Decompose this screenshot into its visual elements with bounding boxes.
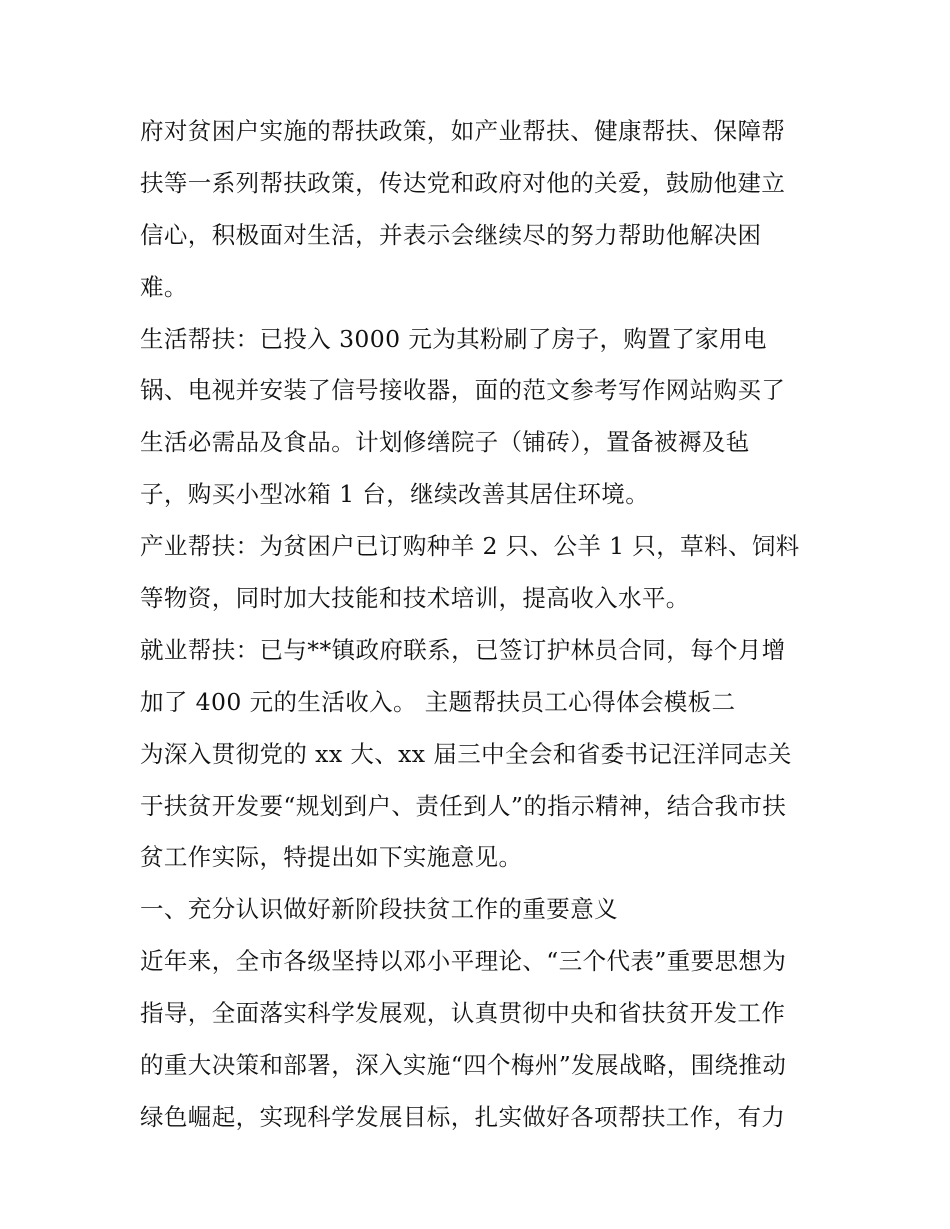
text-line: 近年来，全市各级坚持以邓小平理论、“三个代表”重要思想为 (140, 947, 787, 976)
text-line: 加了 400 元的生活收入。 主题帮扶员工心得体会模板二 (140, 687, 736, 716)
text-line: 生活帮扶：已投入 3000 元为其粉刷了房子，购置了家用电 (140, 324, 767, 353)
document-body (140, 106, 820, 1144)
section-heading: 一、充分认识做好新阶段扶贫工作的重要意义 (140, 895, 618, 924)
text-line: 贫工作实际，特提出如下实施意见。 (140, 843, 523, 872)
text-line: 子，购买小型冰箱 1 台，继续改善其居住环境。 (140, 480, 650, 509)
text-line: 等物资，同时加大技能和技术培训，提高收入水平。 (140, 584, 690, 613)
text-line: 难。 (140, 272, 188, 301)
text-line: 指导，全面落实科学发展观，认真贯彻中央和省扶贫开发工作 (140, 999, 786, 1028)
text-line: 绿色崛起，实现科学发展目标，扎实做好各项帮扶工作，有力 (140, 1102, 786, 1131)
text-line: 府对贫困户实施的帮扶政策，如产业帮扶、健康帮扶、保障帮 (140, 117, 786, 145)
text-line: 锅、电视并安装了信号接收器，面的范文参考写作网站购买了 (140, 376, 786, 405)
text-line: 生活必需品及食品。计划修缮院子（铺砖），置备被褥及毡 (140, 428, 750, 457)
text-line: 为深入贯彻党的 xx 大、xx 届三中全会和省委书记汪洋同志关 (140, 739, 792, 768)
text-line: 于扶贫开发要“规划到户、责任到人”的指示精神，结合我市扶 (140, 791, 787, 820)
text-line: 信心，积极面对生活，并表示会继续尽的努力帮助他解决困 (140, 220, 762, 249)
text-line: 扶等一系列帮扶政策，传达党和政府对他的关爱，鼓励他建立 (140, 168, 786, 197)
text-line: 的重大决策和部署，深入实施“四个梅州”发展战略，围绕推动 (140, 1051, 787, 1080)
text-line: 产业帮扶：为贫困户已订购种羊 2 只、公羊 1 只，草料、饲料 (140, 532, 800, 561)
text-line: 就业帮扶：已与**镇政府联系，已签订护林员合同，每个月增 (140, 635, 786, 664)
